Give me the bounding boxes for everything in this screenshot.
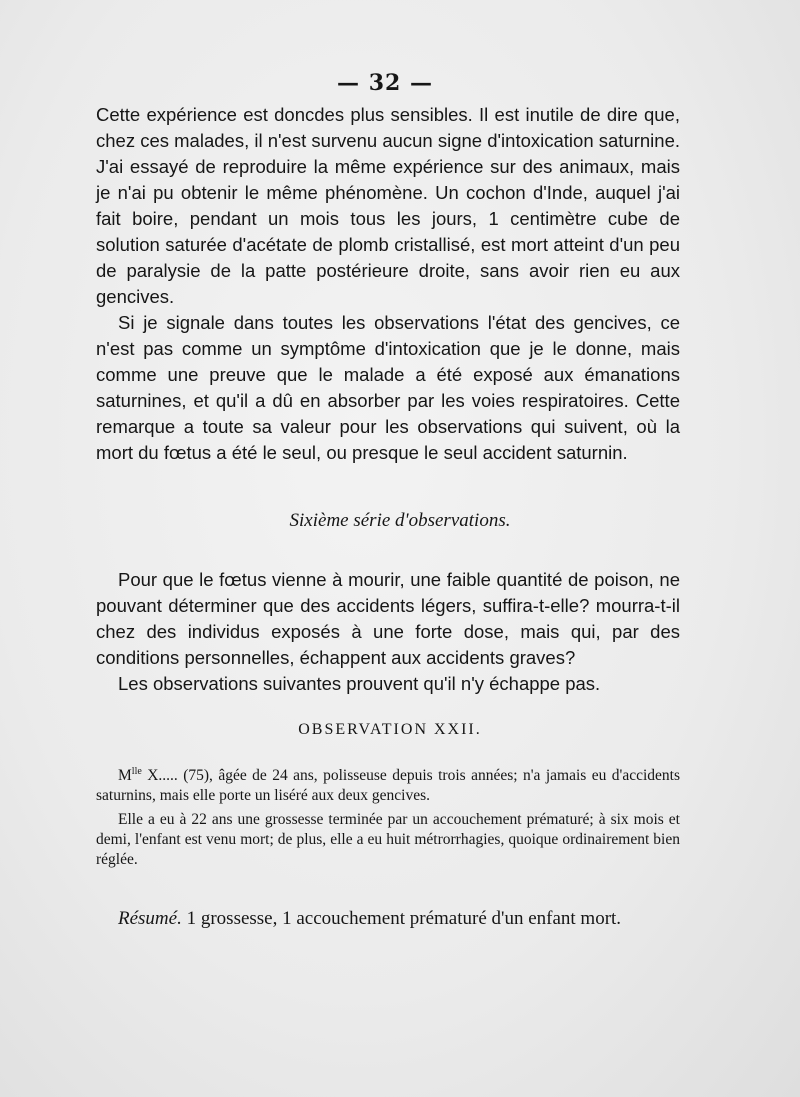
obs-honorific: M [118,767,132,785]
body-text-top [96,102,680,466]
obs-patient-details: X..... (75), âgée de 24 ans, polisseuse depuis trois années; n'a jamais eu d'accidents saturnins, mais elle porte un liséré aux deux gencives. [96,767,680,805]
resume-label: Résumé. [118,908,182,929]
observation-paragraph-history: Elle a eu à 22 ans une grossesse terminée par un accouchement prématuré; à six mois et demi, l'enfant est venu mort; de plus, elle a eu huit métrorrhagies, quoique ordinairement bien réglée. [96,811,680,869]
observation-title: OBSERVATION XXII. [298,721,482,738]
paragraph-gums-remark: Si je signale dans toutes les observations l'état des gencives, ce n'est pas comme un symptôme d'intoxication que je le donne, mais comme une preuve que le malade a été exposé aux émanations saturnines, et qu'il a dû en absorber par les voies respiratoires. Cette remarque a toute sa valeur pour les observations qui suivent, où la mort du fœtus a été le seul, ou presque le seul accident saturnin. [96,312,680,463]
resume-paragraph [96,908,680,930]
page-number: — 32 — [337,70,433,96]
body-text-middle [96,567,680,697]
paragraph-question: Pour que le fœtus vienne à mourir, une faible quantité de poison, ne pouvant déterminer que des accidents légers, suffira-t-elle? mourra-t-il chez des individus exposés à une forte dose, mais qui, par des conditions personnelles, échappent aux accidents graves? [96,569,680,668]
observation-paragraph-patient [96,762,680,806]
section-title: Sixième série d'observations. [289,510,511,531]
observation-body [96,762,680,870]
obs-honorific-sup: lle [131,766,142,777]
resume-block [96,908,680,930]
paragraph-experiment: Cette expérience est doncdes plus sensibles. Il est inutile de dire que, chez ces malades, il n'est survenu aucun signe d'intoxication saturnine. J'ai essayé de reproduire la même expérience sur des animaux, mais je n'ai pu obtenir le même phénomène. Un cochon d'Inde, auquel j'ai fait boire, pendant un mois tous les jours, 1 centimètre cube de solution saturée d'acétate de plomb cristallisé, est mort atteint d'un peu de paralysie de la patte postérieure droite, sans avoir rien eu aux gencives. [96,104,680,307]
resume-text: 1 grossesse, 1 accouchement prématuré d'un enfant mort. [181,908,622,929]
paragraph-conclusion: Les observations suivantes prouvent qu'il n'y échappe pas. [118,673,601,694]
